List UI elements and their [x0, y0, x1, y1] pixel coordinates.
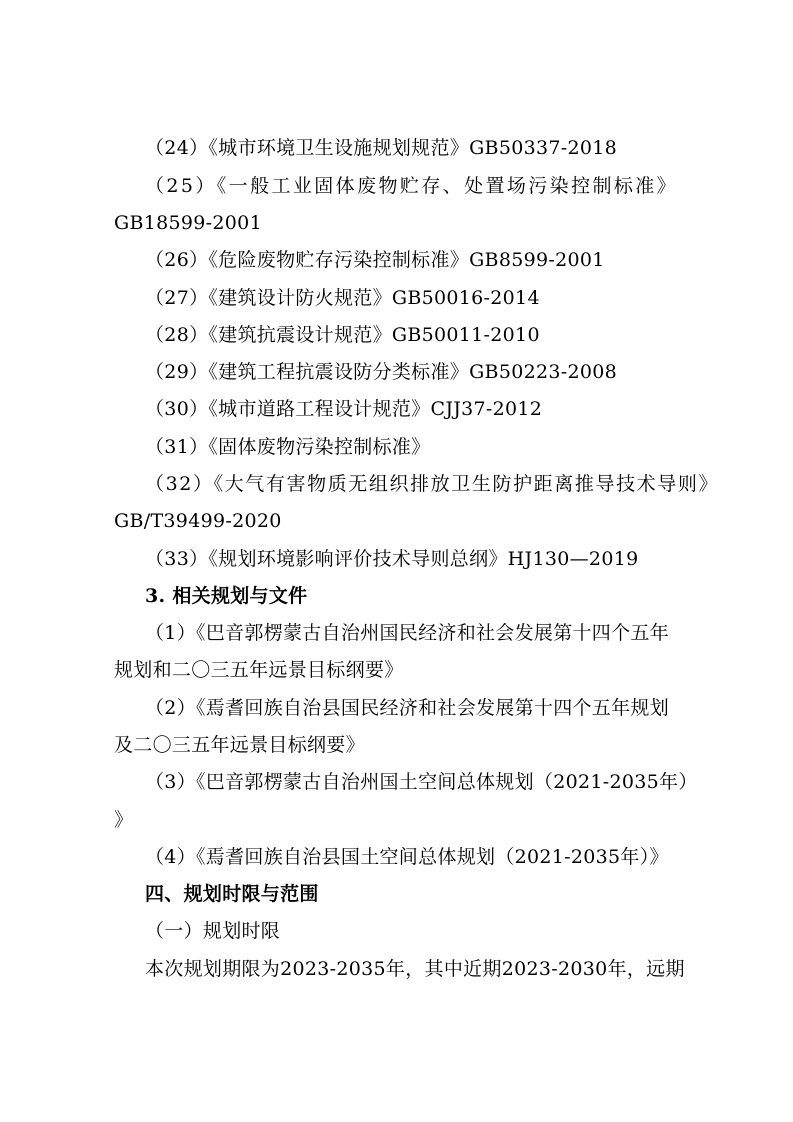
plan-2-cont: 及二〇三五年远景目标纲要》: [114, 734, 365, 756]
subheading-timeframe: （一）规划时限: [145, 920, 281, 942]
ref-30: （30）《城市道路工程设计规范》CJJ37-2012: [145, 398, 543, 420]
ref-32: （32）《大气有害物质无组织排放卫生防护距离推导技术导则》: [145, 473, 720, 495]
ref-24: （24）《城市环境卫生设施规划规范》GB50337-2018: [145, 137, 618, 159]
ref-25: （25）《一般工业固体废物贮存、处置场污染控制标准》: [145, 175, 679, 197]
ref-27: （27）《建筑设计防火规范》GB50016-2014: [145, 287, 540, 309]
chapter-heading-timeframe-scope: 四、规划时限与范围: [145, 883, 319, 905]
plan-4: （4）《焉耆回族自治县国土空间总体规划（2021-2035年）》: [145, 846, 669, 868]
plan-3: （3）《巴音郭楞蒙古自治州国土空间总体规划（2021-2035年）: [145, 771, 698, 793]
plan-2: （2）《焉耆回族自治县国民经济和社会发展第十四个五年规划: [145, 697, 669, 719]
timeframe-paragraph: 本次规划期限为2023-2035年，其中近期2023-2030年，远期: [145, 958, 685, 980]
plan-3-cont: 》: [114, 809, 134, 831]
section-heading-related-plans: 3. 相关规划与文件: [145, 585, 308, 607]
ref-29: （29）《建筑工程抗震设防分类标准》GB50223-2008: [145, 361, 618, 383]
plan-1: （1）《巴音郭楞蒙古自治州国民经济和社会发展第十四个五年: [145, 622, 669, 644]
ref-28: （28）《建筑抗震设计规范》GB50011-2010: [145, 324, 540, 346]
ref-26: （26）《危险废物贮存污染控制标准》GB8599-2001: [145, 249, 605, 271]
ref-25-code: GB18599-2001: [114, 212, 262, 234]
plan-1-cont: 规划和二〇三五年远景目标纲要》: [114, 659, 404, 681]
ref-32-code: GB/T39499-2020: [114, 510, 282, 532]
ref-31: （31）《固体废物污染控制标准》: [145, 436, 431, 458]
ref-33: （33）《规划环境影响评价技术导则总纲》HJ130—2019: [145, 548, 639, 570]
